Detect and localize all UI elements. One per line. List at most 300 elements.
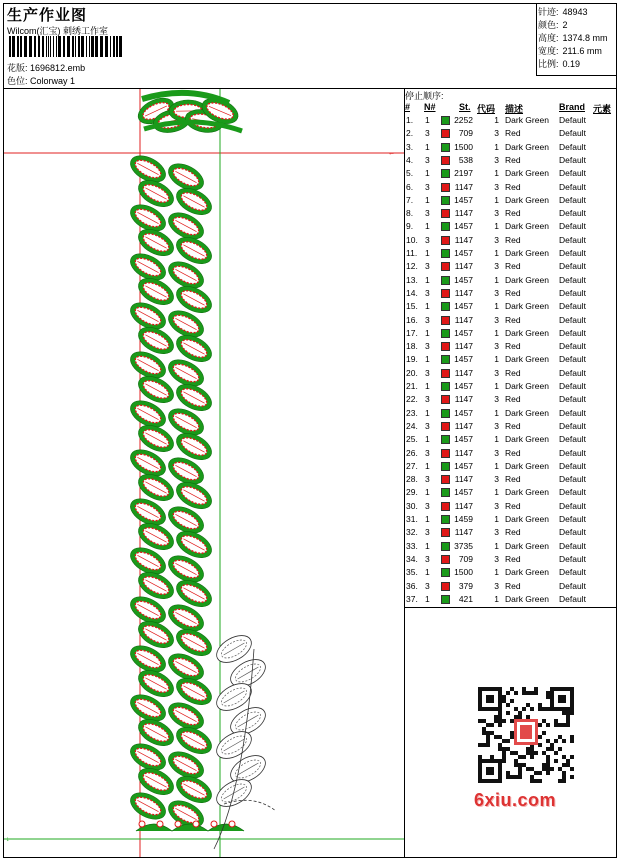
cell-desc: Dark Green <box>505 540 549 551</box>
table-row <box>405 581 615 594</box>
table-row <box>405 381 615 394</box>
cell-brand: Default <box>559 474 586 485</box>
cell-stitches: 2197 <box>454 168 473 179</box>
qr-module <box>562 779 566 783</box>
spec-label: 颜色: <box>538 20 559 30</box>
cell-brand: Default <box>559 141 586 152</box>
qr-module <box>554 723 558 727</box>
cell-brand: Default <box>559 420 586 431</box>
table-row <box>405 275 615 288</box>
qr-module <box>514 707 518 711</box>
cell-brand: Default <box>559 487 586 498</box>
table-row <box>405 168 615 181</box>
qr-module <box>534 779 538 783</box>
table-row <box>405 554 615 567</box>
color-swatch <box>441 342 450 351</box>
qr-module <box>518 775 522 779</box>
cell-needle: 3 <box>425 261 430 272</box>
color-swatch <box>441 582 450 591</box>
cell-needle: 3 <box>425 394 430 405</box>
company-name: Wilcom(汇宝) 刺绣工作室 <box>7 26 108 36</box>
cell-desc: Dark Green <box>505 301 549 312</box>
qr-module <box>546 695 550 699</box>
cell-num: 2. <box>406 128 414 139</box>
qr-module <box>562 739 566 743</box>
cell-num: 36. <box>406 580 418 591</box>
table-row <box>405 341 615 354</box>
qr-module <box>538 723 542 727</box>
table-row <box>405 541 615 554</box>
qr-module <box>490 731 494 735</box>
cell-needle: 1 <box>425 194 430 205</box>
embroidery-design-preview <box>4 89 404 857</box>
cell-stitches: 1459 <box>454 514 473 524</box>
spec-label: 高度: <box>538 33 559 43</box>
color-swatch <box>441 156 450 165</box>
qr-module <box>546 707 550 711</box>
cell-stitches: 1457 <box>454 434 473 445</box>
qr-code-icon <box>470 679 582 791</box>
cell-stitches: 1147 <box>454 287 473 298</box>
watermark-text: 6xiu.com <box>474 790 557 810</box>
cell-brand: Default <box>559 274 586 285</box>
cell-desc: Dark Green <box>505 514 549 524</box>
qr-module <box>498 723 502 727</box>
qr-module <box>530 751 534 755</box>
cell-num: 19. <box>406 354 418 365</box>
qr-module <box>510 735 514 739</box>
cell-brand: Default <box>559 234 586 245</box>
cell-desc: Red <box>505 181 521 192</box>
color-swatch <box>441 143 450 152</box>
qr-module <box>494 719 498 723</box>
qr-module <box>498 747 502 751</box>
qr-module <box>506 703 510 707</box>
qr-module <box>494 735 498 739</box>
qr-module <box>526 747 530 751</box>
color-swatch <box>441 355 450 364</box>
cell-needle: 3 <box>425 181 430 192</box>
colorway-row <box>7 74 75 87</box>
qr-module <box>542 763 546 767</box>
cell-stitches: 1147 <box>454 500 473 511</box>
cell-num: 17. <box>406 327 418 338</box>
cell-code: 3 <box>494 261 499 272</box>
spec-row <box>538 57 580 70</box>
cell-brand: Default <box>559 128 586 139</box>
cell-brand: Default <box>559 341 586 352</box>
cell-needle: 3 <box>425 314 430 325</box>
cell-needle: 3 <box>425 234 430 245</box>
cell-desc: Red <box>505 367 521 378</box>
color-swatch <box>441 236 450 245</box>
cell-stitches: 1457 <box>454 221 473 232</box>
cell-desc: Dark Green <box>505 434 549 445</box>
table-row <box>405 182 615 195</box>
cell-needle: 1 <box>425 274 430 285</box>
qr-module <box>562 771 566 775</box>
cell-brand: Default <box>559 327 586 338</box>
qr-module <box>518 763 522 767</box>
cell-stitches: 1147 <box>454 420 473 431</box>
cell-stitches: 709 <box>458 553 473 564</box>
qr-module <box>554 759 558 763</box>
color-swatch <box>441 595 450 604</box>
table-row <box>405 354 615 367</box>
qr-module <box>486 723 490 727</box>
cell-num: 14. <box>406 287 418 298</box>
cell-desc: Dark Green <box>505 274 549 285</box>
cell-needle: 1 <box>425 460 430 471</box>
color-swatch <box>441 183 450 192</box>
cell-brand: Default <box>559 527 586 538</box>
qr-module <box>530 755 534 759</box>
table-row <box>405 408 615 421</box>
qr-module <box>482 743 486 747</box>
table-row <box>405 155 615 168</box>
cell-num: 34. <box>406 553 418 564</box>
cell-num: 3. <box>406 141 414 152</box>
qr-module <box>566 759 570 763</box>
cell-num: 11. <box>406 248 418 258</box>
cell-stitches: 1457 <box>454 487 473 498</box>
col-num: # <box>405 102 411 112</box>
cell-num: 16. <box>406 314 418 325</box>
cell-code: 1 <box>494 248 499 258</box>
cell-brand: Default <box>559 301 586 312</box>
bottom-dot <box>175 821 181 827</box>
cell-code: 1 <box>494 381 499 391</box>
table-row <box>405 448 615 461</box>
table-row <box>405 328 615 341</box>
cell-needle: 1 <box>425 407 430 418</box>
qr-module <box>546 763 550 767</box>
cell-desc: Dark Green <box>505 354 549 365</box>
cell-desc: Red <box>505 420 521 431</box>
qr-module <box>546 747 550 751</box>
cell-stitches: 709 <box>458 128 473 139</box>
cell-needle: 3 <box>425 154 430 165</box>
cell-num: 18. <box>406 341 418 352</box>
cell-num: 35. <box>406 567 418 578</box>
cell-code: 3 <box>494 314 499 325</box>
cell-brand: Default <box>559 394 586 405</box>
qr-module <box>506 775 510 779</box>
qr-module <box>486 735 490 739</box>
color-swatch <box>441 249 450 258</box>
qr-module <box>570 735 574 739</box>
cell-brand: Default <box>559 168 586 179</box>
qr-module <box>482 719 486 723</box>
qr-module <box>510 687 514 691</box>
table-row <box>405 394 615 407</box>
qr-module <box>562 711 566 715</box>
qr-module <box>478 755 482 759</box>
cell-desc: Dark Green <box>505 248 549 258</box>
spec-value: 211.6 mm <box>562 46 602 56</box>
cell-brand: Default <box>559 567 586 578</box>
qr-module <box>514 715 518 719</box>
cell-needle: 1 <box>425 381 430 391</box>
cell-num: 23. <box>406 407 418 418</box>
cell-desc: Red <box>505 500 521 511</box>
cell-brand: Default <box>559 194 586 205</box>
qr-module <box>518 755 522 759</box>
cell-brand: Default <box>559 248 586 258</box>
qr-module <box>538 703 542 707</box>
cell-num: 33. <box>406 540 418 551</box>
cell-desc: Dark Green <box>505 327 549 338</box>
cell-stitches: 1147 <box>454 208 473 219</box>
bottom-dot <box>139 821 145 827</box>
color-swatch <box>441 488 450 497</box>
qr-module <box>510 775 514 779</box>
table-row <box>405 527 615 540</box>
qr-module <box>506 739 510 743</box>
colorway-label: 色位: <box>7 76 28 86</box>
table-row <box>405 248 615 261</box>
color-swatch <box>441 449 450 458</box>
cell-num: 31. <box>406 514 418 524</box>
cell-code: 3 <box>494 287 499 298</box>
cell-desc: Dark Green <box>505 460 549 471</box>
cell-stitches: 1500 <box>454 141 473 152</box>
qr-module <box>490 755 494 759</box>
cell-needle: 1 <box>425 434 430 445</box>
cell-desc: Red <box>505 527 521 538</box>
spec-value: 48943 <box>562 7 588 17</box>
table-row <box>405 195 615 208</box>
cell-stitches: 1457 <box>454 407 473 418</box>
table-row <box>405 487 615 500</box>
qr-module <box>562 723 566 727</box>
cell-brand: Default <box>559 354 586 365</box>
cell-brand: Default <box>559 314 586 325</box>
color-swatch <box>441 475 450 484</box>
page-title: 生产作业图 <box>7 7 88 24</box>
cell-needle: 1 <box>425 168 430 179</box>
cell-needle: 3 <box>425 580 430 591</box>
table-bottom-divider <box>404 607 617 608</box>
cell-needle: 1 <box>425 540 430 551</box>
qr-module <box>502 759 506 763</box>
qr-module <box>530 691 534 695</box>
qr-module <box>518 711 522 715</box>
qr-module <box>530 779 534 783</box>
qr-module <box>506 747 510 751</box>
cell-num: 13. <box>406 274 418 285</box>
cell-stitches: 1147 <box>454 181 473 192</box>
cell-stitches: 2252 <box>454 115 473 125</box>
qr-module <box>478 743 482 747</box>
cell-desc: Red <box>505 580 521 591</box>
cell-num: 25. <box>406 434 418 445</box>
qr-module <box>498 711 502 715</box>
qr-module <box>538 707 542 711</box>
color-swatch <box>441 329 450 338</box>
qr-module <box>538 743 542 747</box>
cell-num: 8. <box>406 208 414 219</box>
qr-module <box>538 735 542 739</box>
cell-stitches: 1457 <box>454 327 473 338</box>
qr-module <box>526 715 530 719</box>
qr-module <box>518 771 522 775</box>
cell-num: 37. <box>406 593 418 604</box>
qr-module <box>542 767 546 771</box>
qr-module <box>546 759 550 763</box>
cell-code: 1 <box>494 194 499 205</box>
qr-module <box>510 731 514 735</box>
qr-module <box>546 771 550 775</box>
cell-brand: Default <box>559 540 586 551</box>
cell-num: 24. <box>406 420 418 431</box>
qr-module <box>546 723 550 727</box>
qr-module <box>570 755 574 759</box>
bottom-dot <box>157 821 163 827</box>
cell-code: 3 <box>494 367 499 378</box>
spec-row <box>538 44 602 57</box>
color-swatch <box>441 542 450 551</box>
table-row <box>405 208 615 221</box>
cell-needle: 3 <box>425 447 430 458</box>
qr-module <box>554 739 558 743</box>
cell-desc: Red <box>505 287 521 298</box>
qr-module <box>510 719 514 723</box>
qr-module <box>546 691 550 695</box>
table-row <box>405 128 615 141</box>
cell-stitches: 421 <box>458 593 473 604</box>
cell-num: 27. <box>406 460 418 471</box>
cell-num: 28. <box>406 474 418 485</box>
qr-module <box>514 691 518 695</box>
spec-row <box>538 18 568 31</box>
cell-desc: Dark Green <box>505 194 549 205</box>
cell-brand: Default <box>559 407 586 418</box>
cell-needle: 1 <box>425 301 430 312</box>
cell-brand: Default <box>559 580 586 591</box>
color-swatch <box>441 409 450 418</box>
design-label: 花版: <box>7 63 28 73</box>
cell-code: 1 <box>494 434 499 445</box>
table-row <box>405 221 615 234</box>
bottom-guide-marker: ↓ <box>6 836 10 843</box>
col-brand: Brand <box>559 102 586 112</box>
bottom-dot <box>193 821 199 827</box>
cell-num: 22. <box>406 394 418 405</box>
qr-module <box>530 767 534 771</box>
cell-stitches: 1500 <box>454 567 473 578</box>
color-swatch <box>441 555 450 564</box>
cell-code: 3 <box>494 154 499 165</box>
cell-code: 1 <box>494 407 499 418</box>
cell-desc: Dark Green <box>505 141 549 152</box>
cell-brand: Default <box>559 460 586 471</box>
color-swatch <box>441 435 450 444</box>
spec-label: 宽度: <box>538 46 559 56</box>
color-swatch <box>441 289 450 298</box>
qr-module <box>514 775 518 779</box>
qr-module <box>526 703 530 707</box>
color-swatch <box>441 262 450 271</box>
spec-row <box>538 5 588 18</box>
cell-needle: 1 <box>425 487 430 498</box>
cell-desc: Dark Green <box>505 381 549 391</box>
cell-stitches: 1147 <box>454 394 473 405</box>
cell-desc: Red <box>505 154 521 165</box>
qr-module <box>478 719 482 723</box>
qr-module <box>498 719 502 723</box>
spec-row <box>538 31 608 44</box>
cell-code: 1 <box>494 141 499 152</box>
color-swatch <box>441 316 450 325</box>
qr-module <box>538 779 542 783</box>
qr-module <box>502 699 506 703</box>
cell-code: 1 <box>494 221 499 232</box>
barcode-icon <box>9 36 125 57</box>
cell-needle: 3 <box>425 128 430 139</box>
cell-stitches: 1147 <box>454 474 473 485</box>
qr-module <box>566 711 570 715</box>
color-swatch <box>441 129 450 138</box>
cell-stitches: 538 <box>458 154 473 165</box>
cell-num: 20. <box>406 367 418 378</box>
qr-module <box>566 723 570 727</box>
cell-num: 7. <box>406 194 414 205</box>
cell-needle: 1 <box>425 248 430 258</box>
cell-num: 10. <box>406 234 418 245</box>
cell-needle: 1 <box>425 115 430 125</box>
col-element: 元素 <box>593 104 612 114</box>
cell-needle: 1 <box>425 514 430 524</box>
qr-module <box>550 743 554 747</box>
cell-num: 12. <box>406 261 418 272</box>
specs-bottom-divider <box>536 75 617 76</box>
qr-finder-core <box>486 695 494 703</box>
qr-module <box>570 711 574 715</box>
qr-module <box>558 723 562 727</box>
qr-module <box>514 763 518 767</box>
cell-desc: Red <box>505 341 521 352</box>
qr-module <box>522 755 526 759</box>
qr-module <box>502 755 506 759</box>
cell-code: 1 <box>494 460 499 471</box>
cell-brand: Default <box>559 514 586 524</box>
cell-desc: Dark Green <box>505 487 549 498</box>
design-file-row <box>7 61 85 74</box>
table-row <box>405 115 615 128</box>
cell-needle: 3 <box>425 553 430 564</box>
cell-code: 3 <box>494 128 499 139</box>
cell-code: 3 <box>494 527 499 538</box>
qr-module <box>522 687 526 691</box>
cell-stitches: 1457 <box>454 248 473 258</box>
spec-value: 2 <box>562 20 568 30</box>
cell-code: 1 <box>494 487 499 498</box>
qr-module <box>486 731 490 735</box>
color-swatch <box>441 116 450 125</box>
top-guide-marker: ← <box>388 150 395 157</box>
cell-stitches: 1457 <box>454 460 473 471</box>
cell-num: 15. <box>406 301 418 312</box>
cell-code: 1 <box>494 274 499 285</box>
stop-sequence-title: 停止顺序: <box>405 91 444 101</box>
cell-code: 1 <box>494 354 499 365</box>
cell-desc: Dark Green <box>505 221 549 232</box>
qr-module <box>558 779 562 783</box>
table-row <box>405 421 615 434</box>
cell-desc: Red <box>505 128 521 139</box>
col-stitches: St. <box>459 102 471 112</box>
